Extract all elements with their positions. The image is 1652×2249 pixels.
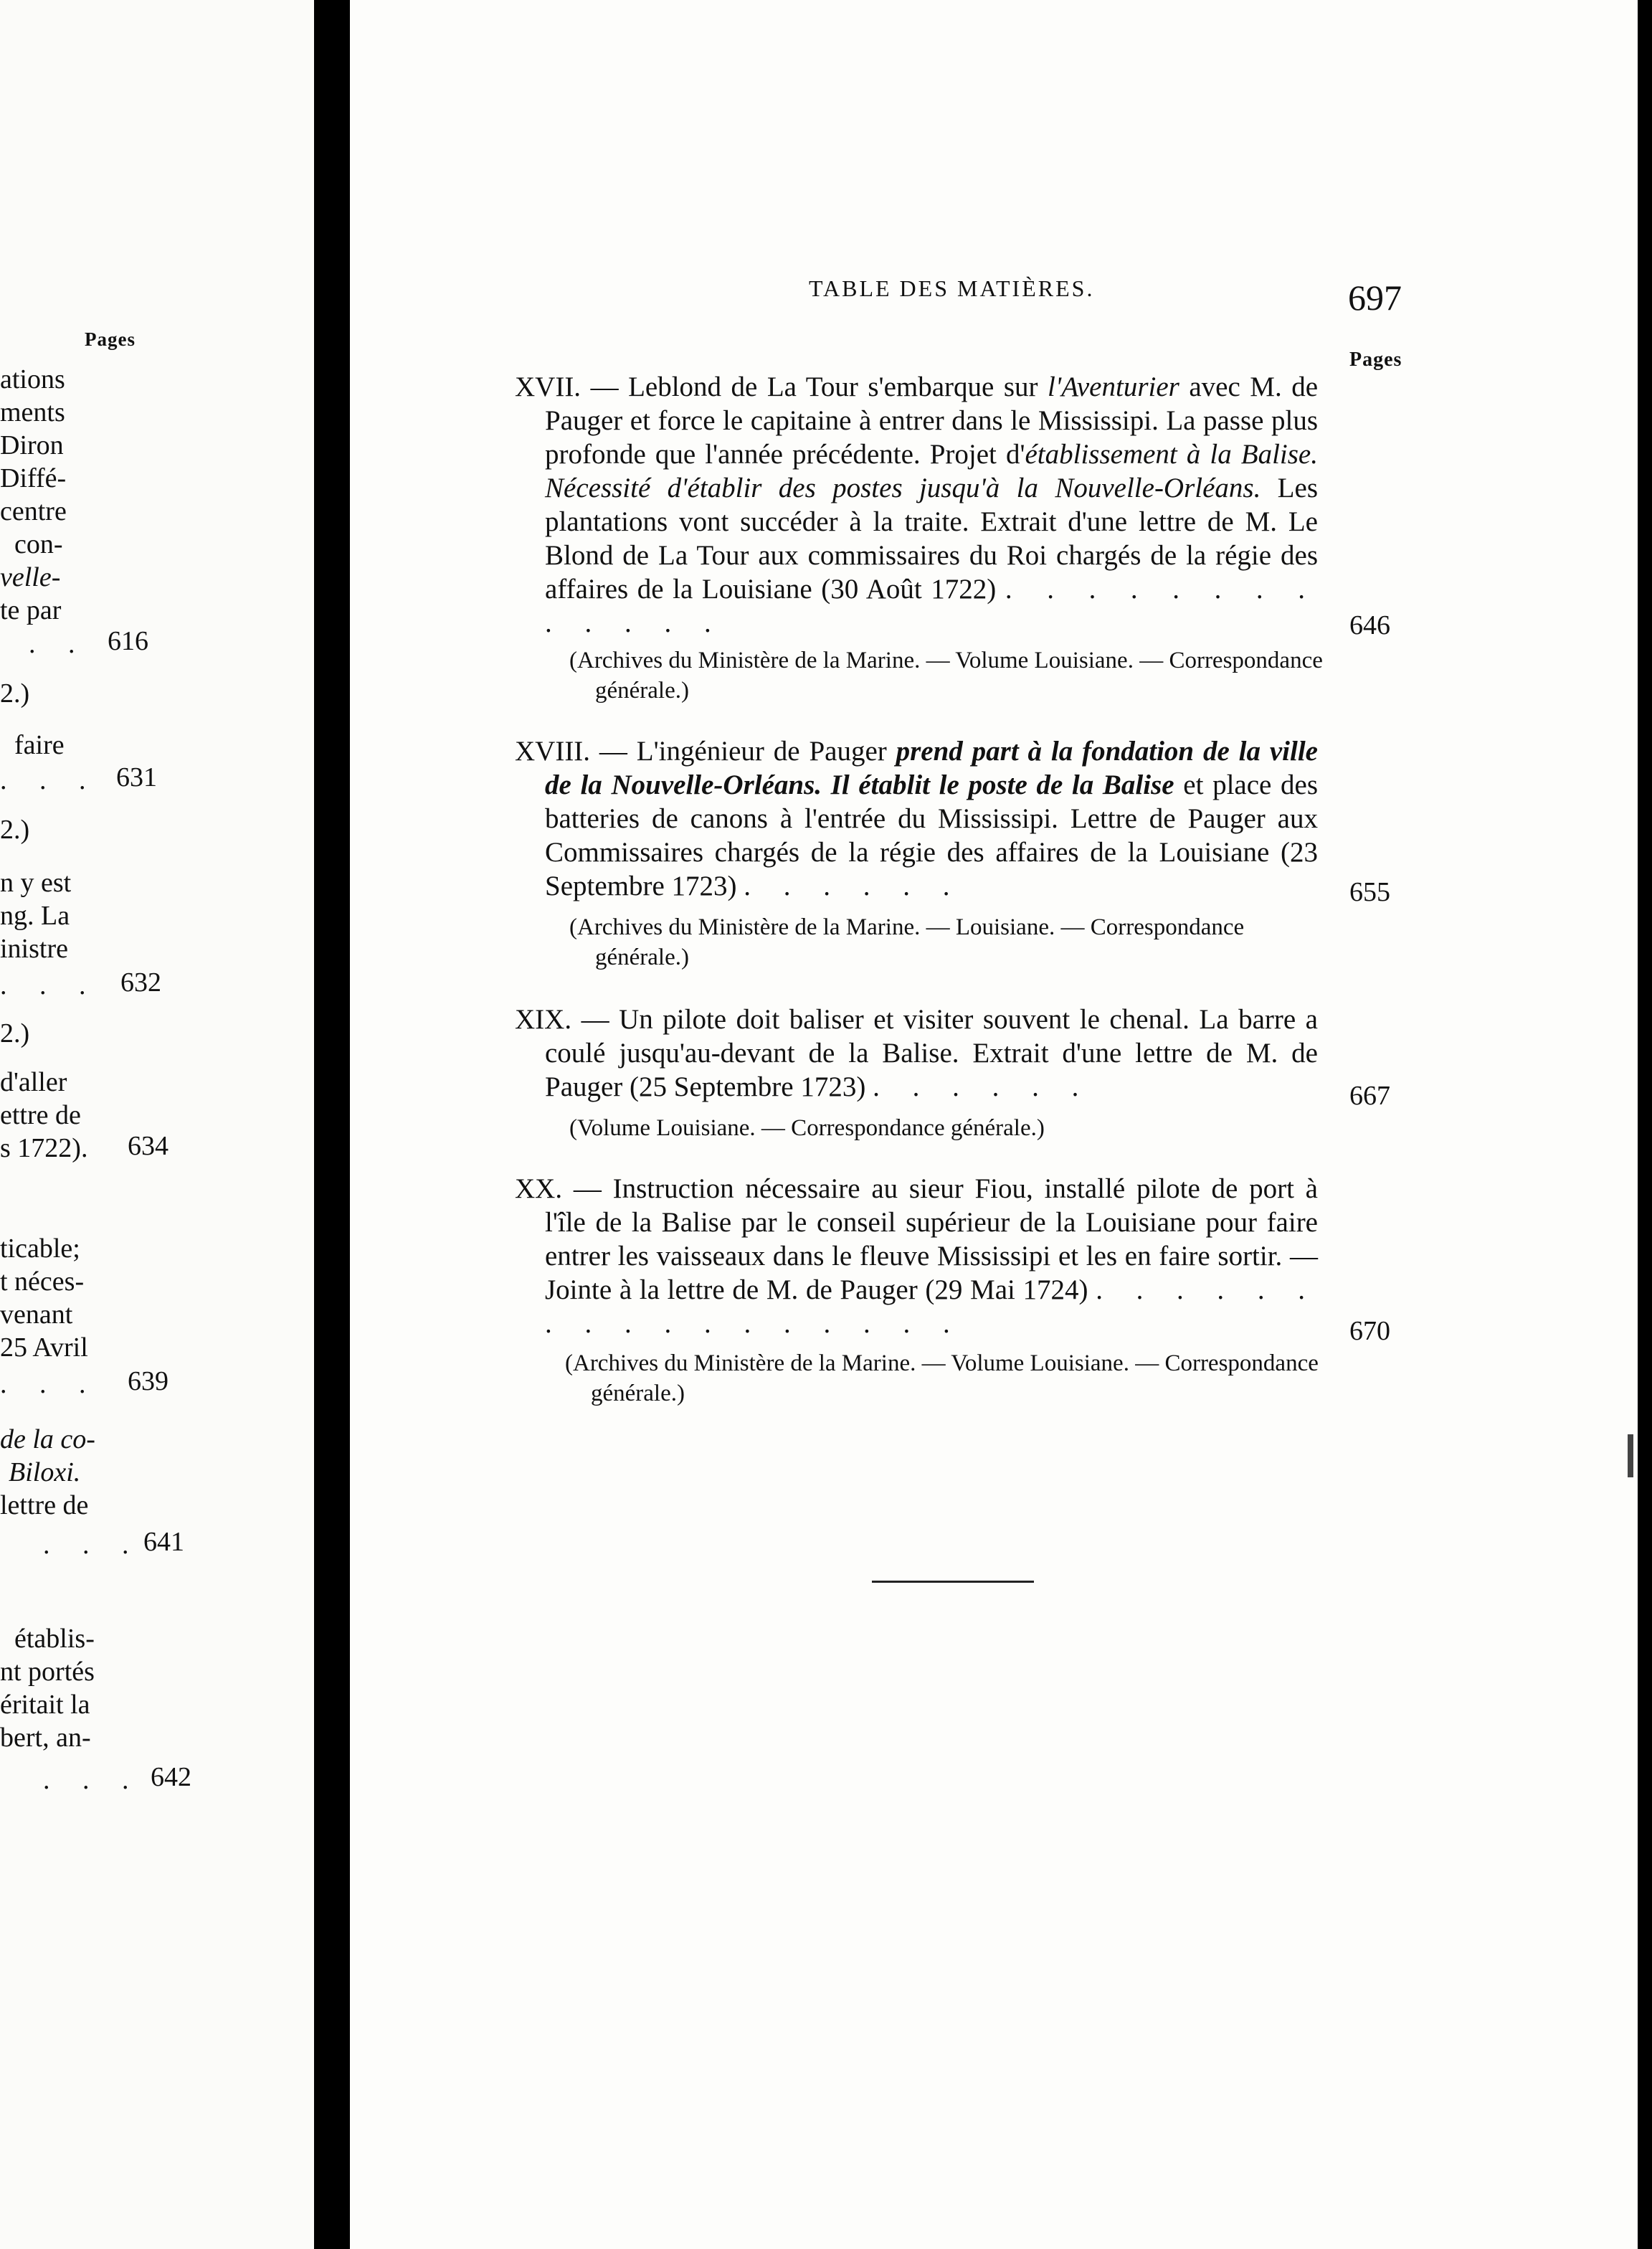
source-note-text: (Archives du Ministère de la Marine. — Louisiane. — Correspondance générale.) xyxy=(569,914,1245,970)
left-fragment: ticable; xyxy=(0,1234,80,1264)
left-page-number: 632 xyxy=(120,967,161,998)
left-fragment: ations xyxy=(0,364,65,394)
pages-column-label: Pages xyxy=(1349,349,1402,371)
entry-text: — Leblond de La Tour s'embarque sur xyxy=(581,371,1048,402)
left-leader: . . xyxy=(29,629,88,659)
entry-page-number: 655 xyxy=(1349,877,1390,907)
left-page-number: 641 xyxy=(143,1527,184,1557)
left-fragment: ments xyxy=(0,397,65,427)
left-fragment: con- xyxy=(14,529,63,559)
left-page-number: 631 xyxy=(116,762,157,792)
dot-leader: . . . . . . . . . . . . . . . . . xyxy=(545,1274,1319,1339)
right-page xyxy=(350,0,1638,2249)
source-note-text: (Archives du Ministère de la Marine. — Volume Louisiane. — Correspondance générale.) xyxy=(565,1350,1319,1406)
left-fragment: ettre de xyxy=(0,1100,81,1130)
left-fragment: velle- xyxy=(0,562,61,592)
left-fragment: n y est xyxy=(0,868,72,898)
entry-number: XX. xyxy=(515,1173,563,1204)
left-fragment: 2.) xyxy=(0,1018,30,1048)
left-fragment: ng. La xyxy=(0,901,70,931)
left-fragment: établis- xyxy=(14,1624,95,1654)
entry-number: XVII. xyxy=(515,371,581,402)
left-fragment: bert, an- xyxy=(0,1723,91,1753)
left-fragment: s 1722). xyxy=(0,1133,88,1163)
left-fragment: venant xyxy=(0,1299,73,1330)
entry-page-number: 670 xyxy=(1349,1316,1390,1346)
entry-text: — Instruction nécessaire au sieur Fiou, installé pilote de port à l'île de la Balise par le conseil supérieur de la Louisiane pour faire entrer les vaisseaux dans le fleuve Mississipi et les en faire sortir. — Jointe à la lettre de M. de Pauger (29 Mai 1724) xyxy=(545,1173,1318,1305)
closing-rule xyxy=(872,1581,1034,1583)
entry-source-note xyxy=(569,1113,1329,1143)
left-fragment: te par xyxy=(0,595,62,625)
source-note-text: (Archives du Ministère de la Marine. — Volume Louisiane. — Correspondance générale.) xyxy=(569,648,1323,704)
left-fragment: centre xyxy=(0,496,67,526)
entry-text: Les plantations vont succéder à la traite. Extrait d'une lettre de M. Le Blond de La Tour aux commissaires du Roi chargés de la régie des affaires de la Louisiane (30 Août 1722) xyxy=(545,473,1318,605)
toc-entry-xx xyxy=(515,1172,1318,1340)
dot-leader: . . . . . . . . . . . . . xyxy=(545,574,1318,638)
left-pages-label: Pages xyxy=(85,328,136,350)
entry-page-number: 646 xyxy=(1349,610,1390,640)
entry-source-note xyxy=(569,912,1329,972)
entry-page-number: 667 xyxy=(1349,1081,1390,1111)
left-page xyxy=(0,0,314,2249)
left-fragment: Diron xyxy=(0,430,64,460)
left-fragment: nt portés xyxy=(0,1657,95,1687)
left-fragment: inistre xyxy=(0,934,68,964)
left-fragment: d'aller xyxy=(0,1067,67,1097)
toc-entry-xviii xyxy=(515,734,1318,903)
left-page-number: 616 xyxy=(108,626,148,656)
toc-entry-xvii xyxy=(515,370,1318,640)
left-fragment: 25 Avril xyxy=(0,1332,88,1363)
entry-number: XIX. xyxy=(515,1004,572,1035)
left-leader: . . . xyxy=(0,1369,99,1399)
source-note-text: (Volume Louisiane. — Correspondance générale.) xyxy=(569,1115,1045,1141)
entry-source-note xyxy=(569,645,1329,706)
entry-text: et place des batteries de canons à l'entrée du Mississipi. Lettre de Pauger aux Commissaires chargés de la régie des affaires de la Louisiane (23 Septembre 1723) xyxy=(545,770,1318,901)
left-leader: . . . xyxy=(0,970,99,1000)
left-leader: . . . xyxy=(43,1765,142,1795)
left-fragment: lettre de xyxy=(0,1490,89,1520)
entry-text: avec M. de Pauger et force le capitaine à entrer dans le Mississipi. La passe plus profonde que l'année précédente. Projet d' xyxy=(545,371,1319,470)
entry-italic: prend part à la fondation de la ville de la Nouvelle-Orléans. Il établit le poste de la Balise xyxy=(545,736,1318,800)
left-fragment: t néces- xyxy=(0,1266,85,1297)
left-leader: . . . xyxy=(0,765,99,795)
dot-leader: . . . . . . xyxy=(873,1071,1092,1102)
left-fragment: faire xyxy=(14,730,65,760)
dot-leader: . . . . . . xyxy=(744,871,963,901)
left-fragment: 2.) xyxy=(0,815,30,845)
entry-source-note xyxy=(565,1348,1325,1408)
page-edge-mark xyxy=(1628,1434,1633,1477)
entry-text: — Un pilote doit baliser et visiter souvent le chenal. La barre a coulé jusqu'au-devant de la Balise. Extrait d'une lettre de M. de Pauger (25 Septembre 1723) xyxy=(545,1004,1318,1102)
left-leader: . . . xyxy=(43,1530,142,1560)
page-number: 697 xyxy=(1348,278,1402,318)
entry-italic: établissement à la Balise. Nécessité d'établir des postes jusqu'à la Nouvelle-Orléans. xyxy=(545,439,1318,503)
left-fragment: de la co- xyxy=(0,1424,95,1454)
left-fragment: éritait la xyxy=(0,1690,90,1720)
left-fragment: 2.) xyxy=(0,678,30,709)
running-head: TABLE DES MATIÈRES. xyxy=(809,275,1095,301)
entry-number: XVIII. xyxy=(515,736,591,767)
left-page-number: 634 xyxy=(128,1131,168,1161)
left-page-number: 642 xyxy=(151,1762,191,1792)
left-fragment: Biloxi. xyxy=(9,1457,81,1487)
left-page-number: 639 xyxy=(128,1366,168,1396)
toc-entry-xix xyxy=(515,1003,1318,1104)
left-fragment: Diffé- xyxy=(0,463,67,493)
entry-text: — L'ingénieur de Pauger xyxy=(590,736,896,767)
entry-italic: l'Aventurier xyxy=(1048,371,1179,402)
